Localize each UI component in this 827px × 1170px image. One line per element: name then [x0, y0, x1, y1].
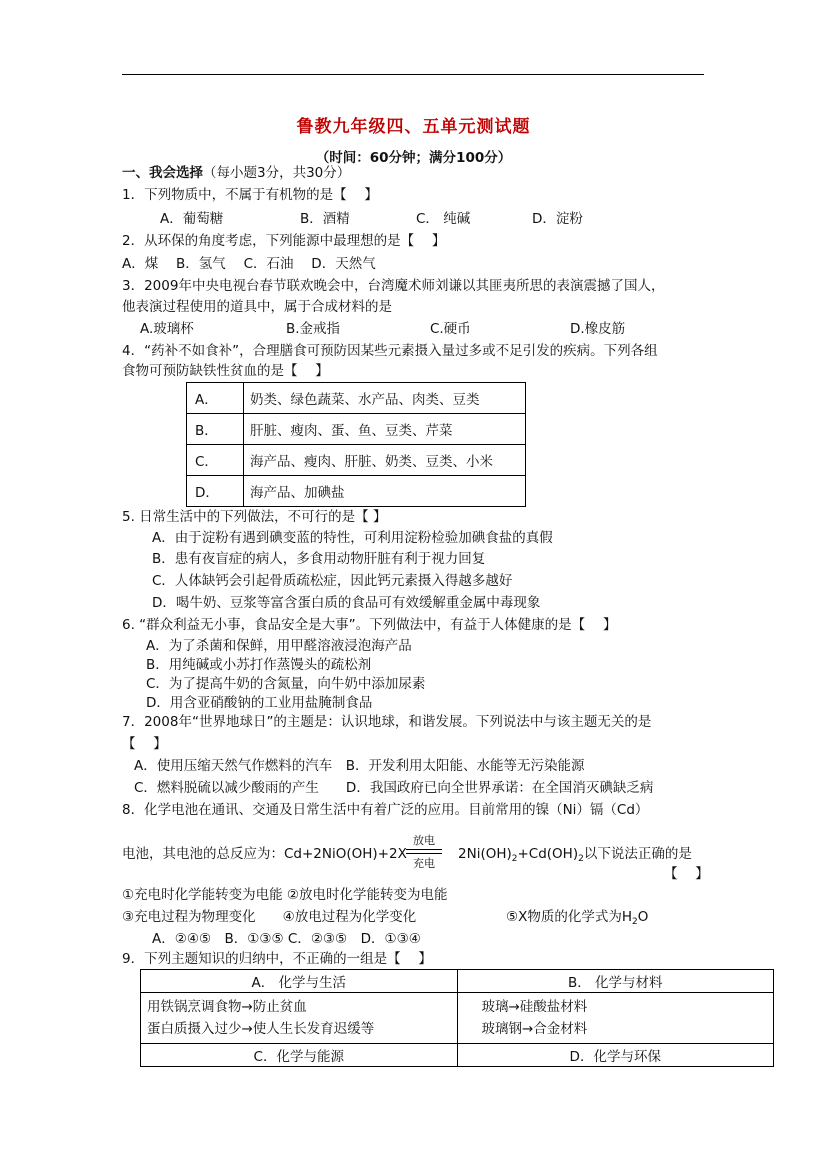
table-cell: 奶类、绿色蔬菜、水产品、肉类、豆类 [244, 383, 526, 414]
q3-option-a: A.玻璃杯 [140, 321, 194, 337]
table-cell: A． [187, 383, 244, 414]
q6-option-c: C．为了提高牛奶的含氮量，向牛奶中添加尿素 [146, 676, 426, 692]
table-cell: 海产品、瘦肉、肝脏、奶类、豆类、小米 [244, 445, 526, 476]
q4-options-table [186, 382, 526, 507]
section-heading: 一、我会选择（每小题3分，共30分） [122, 165, 351, 181]
q7-options-line1: A．使用压缩天然气作燃料的汽车 B．开发利用太阳能、水能等无污染能源 [134, 758, 585, 774]
table-cell: B． [187, 414, 244, 445]
question-9-stem: 9．下列主题知识的归纳中，不正确的一组是【 】 [122, 951, 432, 967]
q9-summary-table [140, 969, 774, 1067]
question-2-stem: 2．从环保的角度考虑，下列能源中最理想的是【 】 [122, 233, 446, 249]
q8-statements-line1: ①充电时化学能转变为电能 ②放电时化学能转变为电能 [122, 887, 448, 903]
table-cell: C． [187, 445, 244, 476]
table-cell: 用铁锅烹调食物→防止贫血 蛋白质摄入过少→使人生长发育迟缓等 [141, 993, 458, 1044]
q7-options-line2: C．燃料脱硫以减少酸雨的产生 D．我国政府已向全世界承诺：在全国消灭碘缺乏病 [134, 780, 654, 796]
q3-option-b: B.金戒指 [286, 321, 341, 337]
q3-option-c: C.硬币 [430, 321, 471, 337]
q5-option-d: D．喝牛奶、豆浆等富含蛋白质的食品可有效缓解重金属中毒现象 [152, 595, 541, 611]
table-header: C．化学与能源 [141, 1044, 458, 1067]
q2-options: A．煤 B．氢气 C．石油 D．天然气 [122, 256, 376, 272]
eq-label-charge: 充电 [413, 857, 435, 870]
table-row [187, 445, 526, 476]
question-1-stem: 1．下列物质中，不属于有机物的是【 】 [122, 187, 378, 203]
q8-statements-line2a: ③充电过程为物理变化 ④放电过程为化学变化 [122, 909, 417, 925]
header-rule [122, 74, 704, 75]
table-row [141, 993, 774, 1044]
page-title: 鲁教九年级四、五单元测试题 [296, 117, 531, 137]
table-header: D．化学与环保 [457, 1044, 774, 1067]
table-row [187, 383, 526, 414]
table-row [141, 1044, 774, 1067]
q8-answer-bracket: 【 】 [664, 866, 709, 882]
q6-option-b: B．用纯碱或小苏打作蒸馒头的疏松剂 [146, 657, 372, 673]
question-8-stem-line1: 8．化学电池在通讯、交通及日常生活中有着广泛的应用。目前常用的镍（Ni）镉（Cd） [122, 802, 649, 818]
eq-label-discharge: 放电 [413, 834, 435, 847]
q1-option-d: D．淀粉 [532, 211, 583, 227]
table-cell: 玻璃→硅酸盐材料 玻璃钢→合金材料 [457, 993, 774, 1044]
equilibrium-arrow-icon [398, 847, 450, 857]
q3-option-d: D.橡皮筋 [570, 321, 626, 337]
q5-option-a: A．由于淀粉有遇到碘变蓝的特性，可利用淀粉检验加碘食盐的真假 [152, 530, 553, 546]
question-5-stem: 5. 日常生活中的下列做法，不可行的是【 】 [122, 509, 387, 525]
question-3-stem-line2: 他表演过程使用的道具中，属于合成材料的是 [122, 299, 392, 315]
q1-option-a: A．葡萄糖 [160, 211, 224, 227]
q6-option-a: A．为了杀菌和保鲜，用甲醛溶液浸泡海产品 [146, 638, 412, 654]
q8-options: A．②④⑤ B．①③⑤ C．②③⑤ D．①③④ [152, 931, 421, 947]
question-7-stem-line2: 【 】 [122, 736, 167, 752]
q5-option-c: C．人体缺钙会引起骨质疏松症，因此钙元素摄入得越多越好 [152, 573, 513, 589]
table-row [187, 476, 526, 507]
table-cell: 肝脏、瘦肉、蛋、鱼、豆类、芹菜 [244, 414, 526, 445]
q8-equation-suffix: $2Ni(OH)_2+Cd(OH)_2$以下说法正确的是 [458, 846, 692, 864]
q1-option-b: B．酒精 [300, 211, 350, 227]
q6-option-d: D．用含亚硝酸钠的工业用盐腌制食品 [146, 695, 373, 711]
table-row [141, 970, 774, 993]
question-7-stem-line1: 7．2008年“世界地球日”的主题是：认识地球，和谐发展。下列说法中与该主题无关的是 [122, 714, 652, 730]
page-subtitle: （时间：60分钟；满分100分） [315, 150, 512, 166]
table-header: B． 化学与材料 [457, 970, 774, 993]
q8-equation-prefix: 电池，其电池的总反应为：Cd+2NiO(OH)+2X [122, 846, 407, 862]
table-cell: D． [187, 476, 244, 507]
table-row [187, 414, 526, 445]
table-cell: 海产品、加碘盐 [244, 476, 526, 507]
q1-option-c: C． 纯碱 [416, 211, 471, 227]
q8-statements-line2b: ⑤X物质的化学式为$H_2O$ [506, 909, 649, 927]
table-header: A． 化学与生活 [141, 970, 458, 993]
q5-option-b: B．患有夜盲症的病人，多食用动物肝脏有利于视力回复 [152, 551, 486, 567]
question-3-stem-line1: 3．2009年中央电视台春节联欢晚会中，台湾魔术师刘谦以其匪夷所思的表演震撼了国人， [122, 278, 665, 294]
question-6-stem: 6. “群众利益无小事，食品安全是大事”。下列做法中，有益于人体健康的是【 】 [122, 617, 617, 633]
reversible-arrow [398, 834, 450, 870]
question-4-stem-line1: 4．“药补不如食补”，合理膳食可预防因某些元素摄入量过多或不足引发的疾病。下列各组 [122, 343, 658, 359]
question-4-stem-line2: 食物可预防缺铁性贫血的是【 】 [122, 363, 329, 379]
